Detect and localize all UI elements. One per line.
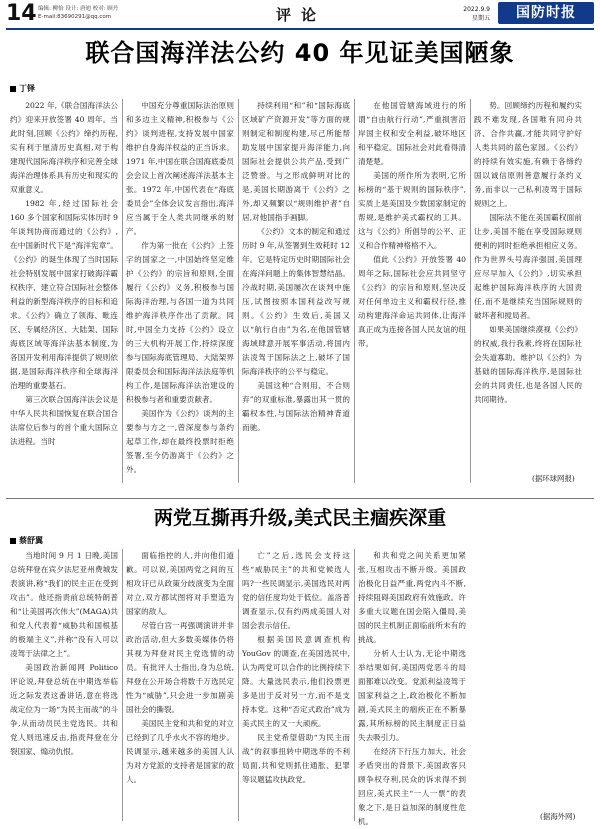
text-column	[358, 549, 466, 826]
paragraph: 美国作为《公约》谈判的主要参与方之一,曾深度参与条约起草工作,却在最终投票时拒绝签署,至今仍游离于《公约》之外。	[126, 409, 234, 474]
weekday-text: 星期五	[471, 15, 490, 22]
text-column	[10, 549, 118, 821]
paragraph: 美国的所作所为表明,它所标榜的“基于规则的国际秩序”,实质上是美国及少数国家制定的帮规,是维护美式霸权的工具。这与《公约》所倡导的公平、正义和合作精神格格不入。	[358, 171, 466, 250]
text-column	[242, 549, 350, 821]
paragraph: 分析人士认为,无论中期选举结果如何,美国两党恶斗的局面都难以改变。党派利益凌驾于国家利益之上,政治极化不断加剧,美式民主的痼疾正在不断暴露,其所标榜的民主制度正日益失去吸引力。	[358, 649, 466, 742]
paragraph: 第三次联合国海洋法会议是中华人民共和国恢复在联合国合法席位后参与的首个重大国际立法进程。当时	[10, 395, 118, 446]
square-icon	[10, 538, 16, 544]
text-column	[10, 99, 118, 483]
paragraph: 美国民主党和共和党的对立已经到了几乎水火不容的地步。民调显示,越来越多的美国人认为对方党派的支持者是国家的敌人。	[126, 719, 234, 784]
paragraph: 中国充分尊重国际法治原则和多边主义精神,积极参与《公约》谈判进程,支持发展中国家维护自身海洋权益的正当诉求。1971 年,中国在联合国海底委员会会议上首次阐述海洋法基本主张。1972 年,中国代表在“海底委员会”全体会议发言指出,海洋应当属于全人类共同继承的财产。	[126, 101, 234, 236]
column-rule	[238, 99, 239, 483]
date-text: 2022.9.9	[463, 6, 490, 13]
paragraph: 美国这种“合则用、不合则弃”的双重标准,暴露出其一贯的霸权本性,与国际法治精神背道而驰。	[242, 381, 350, 432]
masthead	[6, 2, 594, 30]
column-rule	[122, 99, 123, 483]
article2-headline: 两党互撕再升级,美式民主痼疾深重	[153, 507, 447, 529]
column-rule	[354, 549, 355, 821]
paragraph: 在他国管辖海域进行的所谓“自由航行行动”,严重损害沿岸国主权和安全利益,破坏地区和平稳定。国际社会对此看得清清楚楚。	[358, 101, 466, 166]
paragraph: 势。回顾缔约历程和履约实践不难发现,各国唯有同舟共济、合作共赢,才能共同守护好人类共同的蓝色家园。《公约》的持续有效实施,有赖于各缔约国以诚信原则善意履行条约义务,而非以一己私利凌驾于国际规则之上。	[474, 101, 582, 208]
email-line: E-mail:83690291@qq.com	[38, 14, 112, 20]
issue-date	[438, 5, 490, 23]
article1-author: 丁铎	[19, 84, 35, 93]
paragraph: 根据美国民意调查机构 YouGov 的调查,在美国选民中,认为两党可以合作的比例持续下降。大量选民表示,他们投票更多是出于反对另一方,而不是支持本党。这种“否定式政治”成为美式民主的又一大顽疾。	[242, 635, 350, 728]
column-rule	[238, 549, 239, 821]
square-icon	[10, 86, 16, 92]
paragraph: 尽管白宫一再强调演讲并非政治活动,但大多数美媒体仍将其视为拜登对民主党选情的动员。有批评人士指出,身为总统,拜登在公开场合将数千万选民定性为“威胁”,只会进一步加剧美国社会的撕裂。	[126, 621, 234, 714]
paragraph: 值此《公约》开放签署 40 周年之际,国际社会应共同坚守《公约》的宗旨和原则,坚决反对任何单边主义和霸权行径,推动构建海洋命运共同体,让海洋真正成为连接各国人民友谊的纽带。	[358, 255, 466, 348]
page-number: 14	[6, 1, 37, 26]
paragraph: 民主党希望借助“为民主而战”的叙事扭转中期选举的不利局面,共和党则抓住通胀、犯罪等议题猛攻执政党。	[242, 733, 350, 784]
paragraph: 当地时间 9 月 1 日晚,美国总统拜登在宾夕法尼亚州费城发表演讲,称“我们的民主正在受到攻击”。他还指责前总统特朗普和“让美国再次伟大”(MAGA)共和党人代表着“威胁共和国根基的极端主义”,并称“没有人可以凌驾于法律之上”。	[10, 551, 118, 658]
text-column	[126, 549, 234, 821]
text-column	[126, 99, 234, 483]
paragraph: 持续利用“和”和“国际海底区域矿产资源开发”等方面的规则制定和制度构建,尽己所能帮助发展中国家提升海洋能力,向国际社会提供公共产品,受到广泛赞誉。与之形成鲜明对比的是,美国长期游离于《公约》之外,却又频繁以“规则维护者”自居,对他国指手画脚。	[242, 101, 350, 222]
article1-source: (据环球网报)	[532, 474, 575, 483]
section-title: 评论	[275, 6, 326, 24]
text-column	[474, 99, 582, 483]
column-rule	[122, 549, 123, 821]
article2-source: (据海外网)	[540, 812, 576, 821]
article1-headline: 联合国海洋法公约 40 年见证美国陋象	[85, 39, 515, 67]
editor-line: 编辑: 柳怡 设计: 唐迪 校对: 顾丹	[38, 6, 119, 12]
article1-byline	[10, 84, 35, 94]
article2-author: 蔡舒翼	[19, 536, 43, 545]
newspaper-logo: 国防时报	[498, 2, 594, 24]
paragraph: 2022 年,《联合国海洋法公约》迎来开放签署 40 周年。当此时刻,回顾《公约》缔约历程,实有利于厘清历史真相,对于构建现代国际海洋秩序和完善全球海洋治理体系具有历史和现实的双重意义。	[10, 101, 118, 194]
paragraph: 如果美国继续漠视《公约》的权威,我行我素,终将在国际社会失道寡助。维护以《公约》为基础的国际海洋秩序,是国际社会的共同责任,也是各国人民的共同期待。	[474, 325, 582, 404]
paragraph: 国际法不能在美国霸权面前让步,美国不能在享受国际规则便利的同时拒绝承担相应义务。作为世界头号海洋强国,美国理应尽早加入《公约》,切实承担起维护国际海洋秩序的大国责任,而不是继续充当国际规则的破坏者和搅局者。	[474, 213, 582, 320]
text-column	[358, 99, 466, 483]
paragraph: 和共和党之间关系更加紧张,互相攻击不断升级。美国政治极化日益严重,两党内斗不断,持续阻碍美国政府有效施政。许多重大议题在国会陷入僵局,美国的民主机制正面临前所未有的挑战。	[358, 551, 466, 644]
paragraph: 在经济下行压力加大、社会矛盾突出的背景下,美国政客只顾争权夺利,民众的诉求得不到回应,美式民主“一人一票”的表象之下,是日益加深的制度性危机。	[358, 747, 466, 826]
column-rule	[354, 99, 355, 483]
paragraph: 美国政治新闻网 Politico 评论说,拜登总统在中期选举临近之际发表这番讲话,意在将选战定位为一场“为民主而战”的斗争,从而动员民主党选民。共和党人则迅速反击,指责拜登在分裂国家、煽动仇恨。	[10, 663, 118, 756]
paragraph: 作为第一批在《公约》上签字的国家之一,中国始终坚定维护《公约》的宗旨和原则,全面履行《公约》义务,积极参与国际海洋治理,与各国一道为共同维护海洋秩序作出了贡献。同时,中国全力支持《公约》设立的三大机构开展工作,持续深度参与国际海底管理局、大陆架界限委员会和国际海洋法法庭等机构工作,是国际海洋法治建设的积极参与者和重要贡献者。	[126, 241, 234, 404]
article-divider	[6, 498, 594, 499]
column-rule	[470, 99, 471, 483]
paragraph: 亡”之后,选民会支持这些“威胁民主”的共和党候选人吗?一些民调显示,美国选民对两党的信任度均处于低位。盖洛普调查显示,仅有约两成美国人对国会表示信任。	[242, 551, 350, 630]
text-column	[242, 99, 350, 483]
article2-byline	[10, 536, 43, 546]
editor-info	[38, 5, 208, 21]
paragraph: 1982 年,经过国际社会 160 多个国家和国际实体历时 9 年谈判协商而通过的《公约》,在中国新时代下是“海洋宪章”。《公约》的诞生体现了当时国际社会特别发展中国家打破海洋霸权秩序、建立符合国际社会整体利益的新型海洋秩序的目标和追求。《公约》确立了领海、毗连区、专属经济区、大陆架、国际海底区域等海洋法基本制度,为各国开发利用海洋提供了规则依据,是国际海洋秩序和全球海洋治理的重要基石。	[10, 199, 118, 390]
paragraph: 《公约》文本的制定和通过历时 9 年,从签署到生效耗时 12 年。它是特定历史时期国际社会在海洋问题上的集体智慧结晶。冷战时期,美国屡次在谈判中施压,试图按照本国利益改写规则。《公约》生效后,美国又以“航行自由”为名,在他国管辖海域肆意开展军事活动,将国内法凌驾于国际法之上,破坏了国际海洋秩序的公平与稳定。	[242, 227, 350, 376]
header-rule	[6, 28, 594, 30]
paragraph: 面临指控的人,并向他们道歉。可以说,美国两党之间的互相攻讦已从政策分歧演变为全面对立,双方都试图将对手塑造为国家的敌人。	[126, 551, 234, 616]
